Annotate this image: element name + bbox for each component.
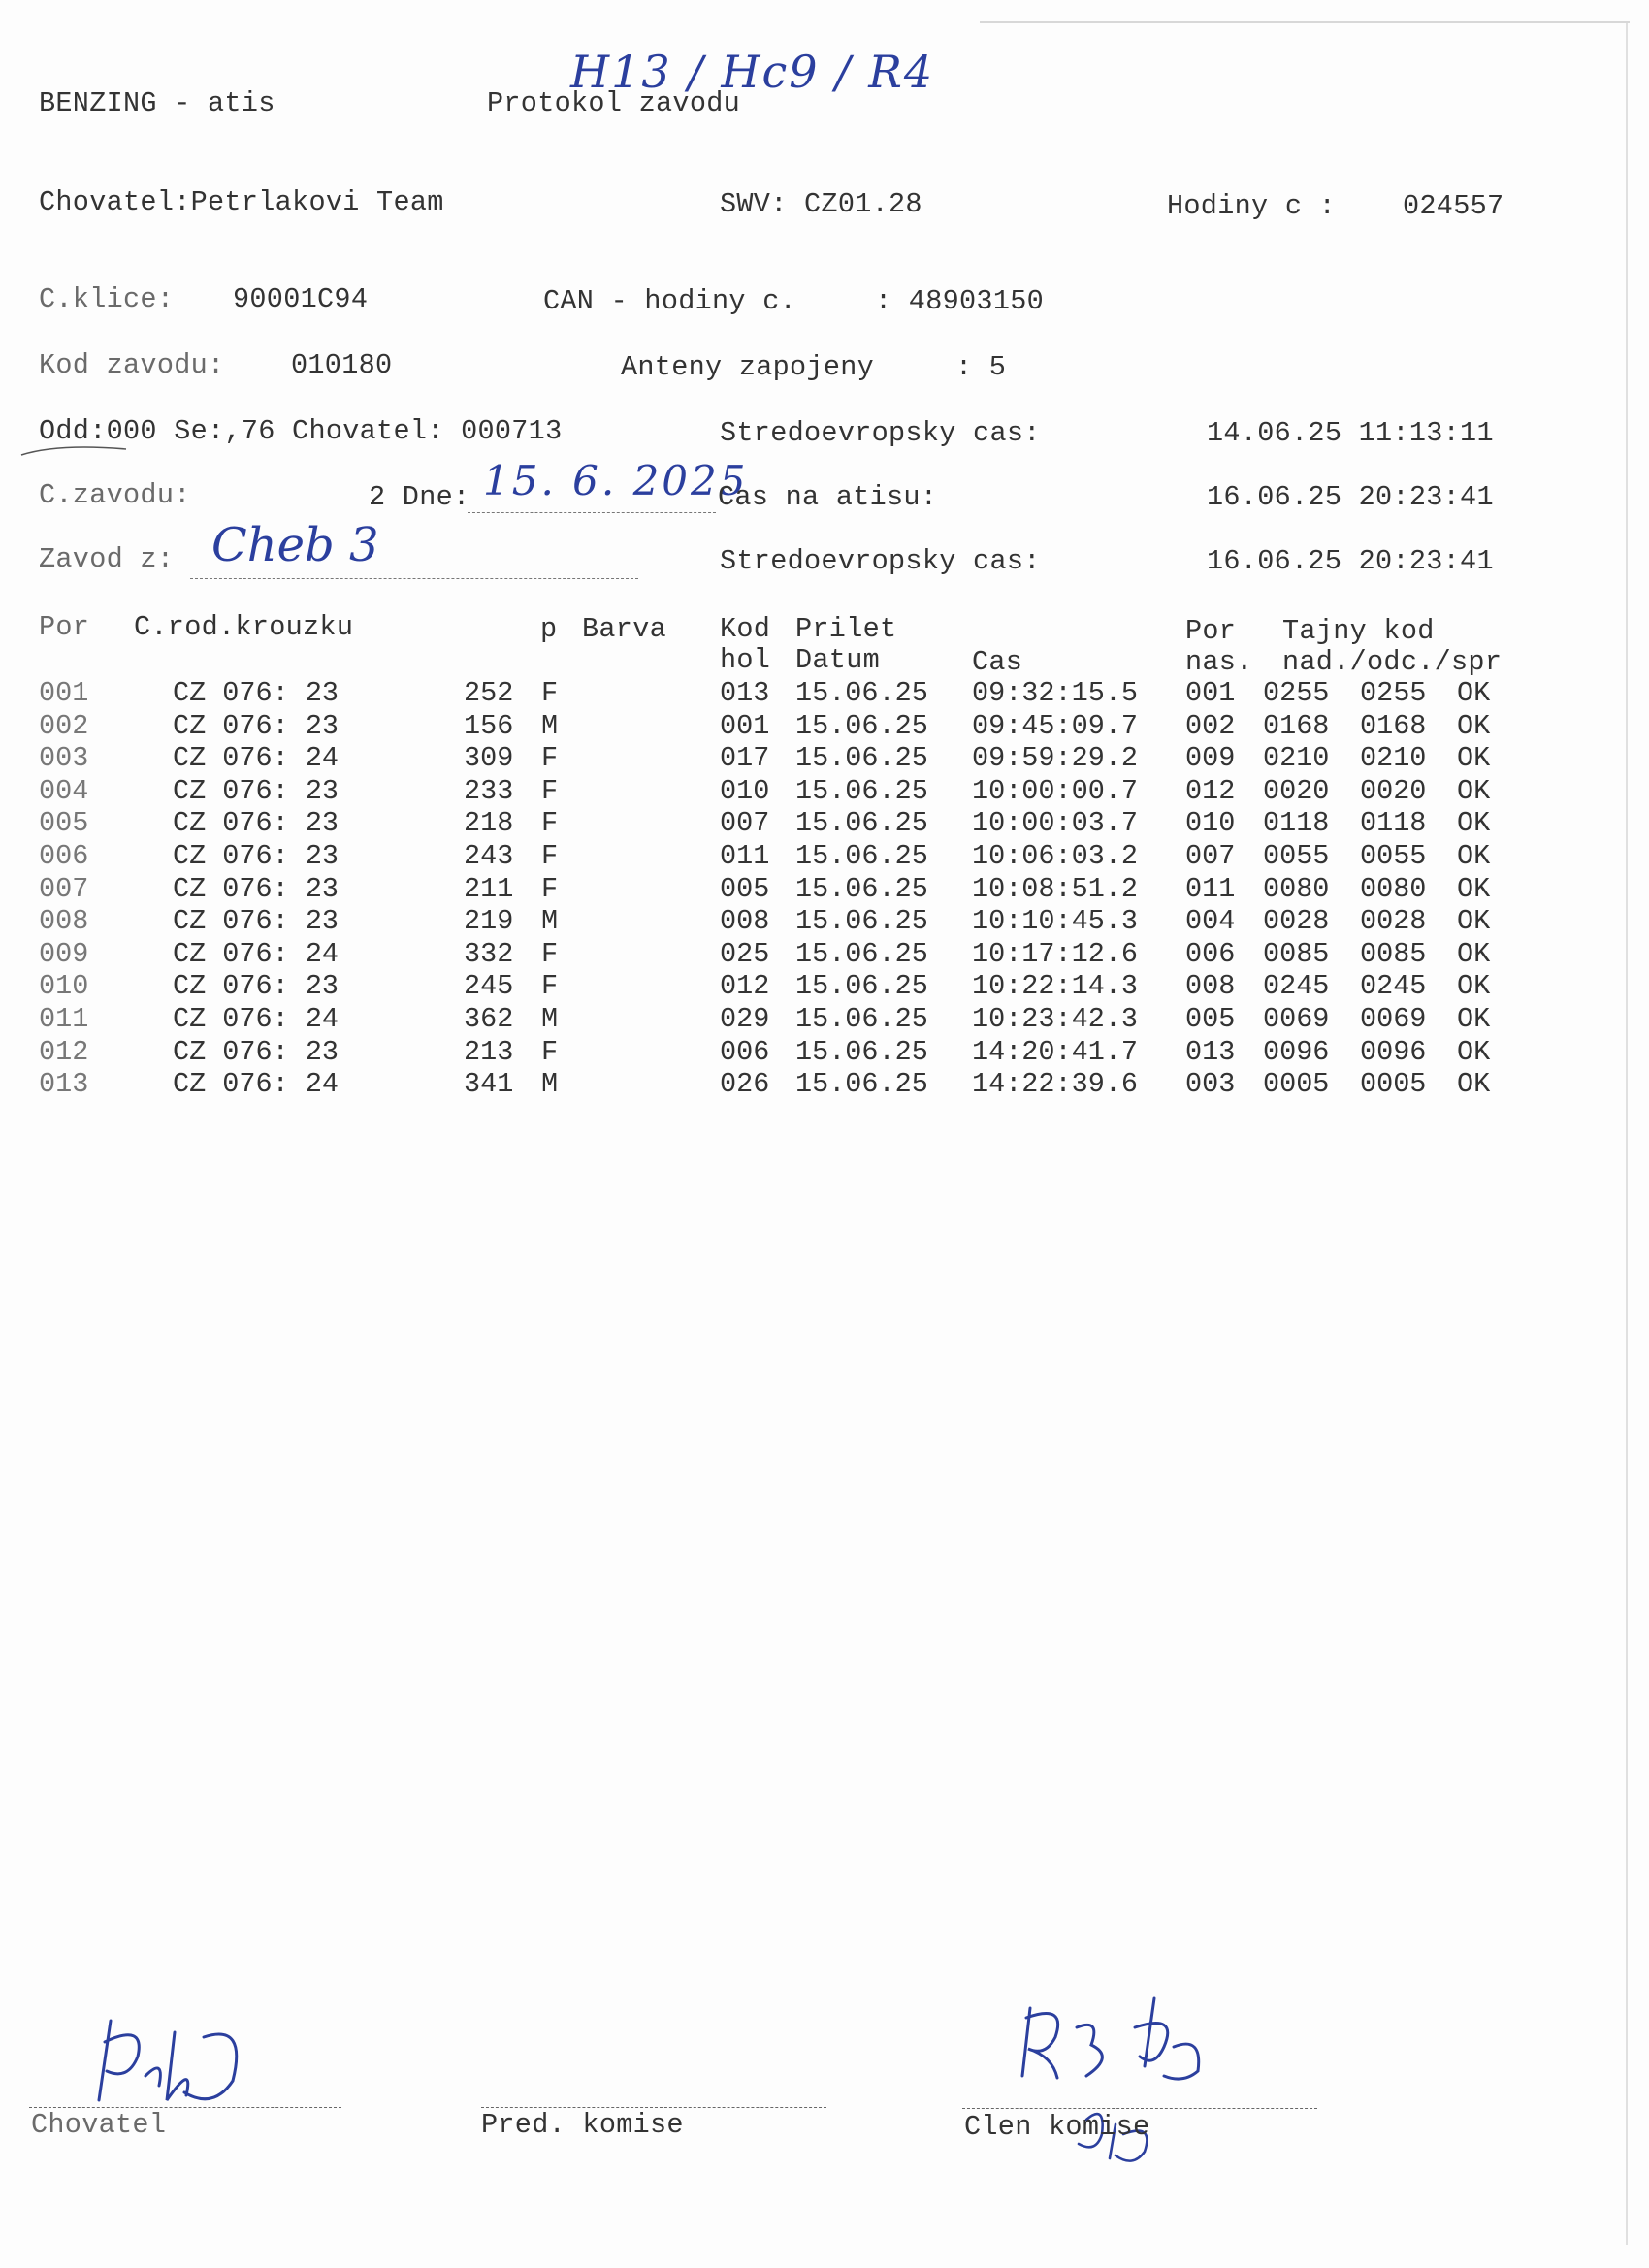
brand-label: BENZING - atis	[39, 87, 275, 119]
cell-sex: F	[541, 970, 559, 1003]
race-date-line	[468, 512, 716, 513]
cell-date: 15.06.25	[795, 677, 928, 709]
cell-time: 09:45:09.7	[972, 709, 1139, 742]
cell-date: 15.06.25	[795, 709, 928, 742]
cell-c2: 0005	[1360, 1068, 1427, 1101]
header-sex: p	[540, 613, 558, 645]
race-code-label: Kod zavodu:	[39, 349, 225, 381]
cell-pos: 004	[1185, 905, 1236, 938]
header-secret2: nad./odc./spr	[1282, 646, 1503, 678]
can-label: CAN - hodiny c.	[543, 285, 797, 317]
cell-ring: CZ 076: 23	[173, 677, 340, 709]
header-ring: C.rod.krouzku	[134, 611, 354, 643]
cell-ring: CZ 076: 23	[173, 774, 340, 807]
cell-kod: 029	[720, 1003, 770, 1035]
cell-ok: OK	[1457, 742, 1491, 775]
cell-pos: 007	[1185, 840, 1236, 872]
cell-num: 332	[464, 937, 514, 970]
cell-num: 156	[464, 709, 514, 742]
cell-c1: 0069	[1263, 1003, 1330, 1035]
cell-ok: OK	[1457, 872, 1491, 905]
cell-por: 002	[39, 709, 89, 742]
cell-por: 003	[39, 742, 89, 775]
cell-time: 10:22:14.3	[972, 970, 1139, 1003]
cell-date: 15.06.25	[795, 1035, 928, 1068]
cell-por: 004	[39, 774, 89, 807]
cell-ok: OK	[1457, 1035, 1491, 1068]
breeder-label: Chovatel:Petrlakovi Team	[39, 186, 444, 218]
race-from-line	[190, 578, 638, 579]
cell-ring: CZ 076: 23	[173, 905, 340, 938]
cell-sex: F	[541, 840, 559, 872]
cell-ring: CZ 076: 23	[173, 807, 340, 840]
cell-ring: CZ 076: 24	[173, 742, 340, 775]
cell-ring: CZ 076: 23	[173, 872, 340, 905]
cell-c1: 0255	[1263, 677, 1330, 709]
cell-c1: 0168	[1263, 709, 1330, 742]
cell-c2: 0020	[1360, 774, 1427, 807]
atis-label: Cas na atisu:	[718, 481, 938, 513]
cell-num: 341	[464, 1068, 514, 1101]
cet-value-2: 16.06.25 20:23:41	[1207, 545, 1494, 577]
breeder-signature	[78, 2003, 272, 2115]
table-row	[0, 1003, 1649, 1036]
header-secret: Tajny kod	[1282, 615, 1435, 647]
cell-date: 15.06.25	[795, 840, 928, 872]
cet-value-1: 14.06.25 11:13:11	[1207, 417, 1494, 449]
cell-num: 211	[464, 872, 514, 905]
cell-kod: 006	[720, 1035, 770, 1068]
header-prilet: Prilet	[795, 613, 897, 645]
page-edge-right	[1626, 23, 1628, 2245]
cell-sex: M	[541, 709, 559, 742]
header-kod: Kod	[720, 613, 771, 645]
cell-time: 10:06:03.2	[972, 840, 1139, 872]
odd-line: Odd:000 Se:,76 Chovatel: 000713	[39, 415, 563, 447]
cell-ok: OK	[1457, 937, 1491, 970]
cell-por: 007	[39, 872, 89, 905]
cell-c1: 0096	[1263, 1035, 1330, 1068]
cell-sex: F	[541, 742, 559, 775]
cell-date: 15.06.25	[795, 742, 928, 775]
cell-c1: 0245	[1263, 970, 1330, 1003]
cell-pos: 003	[1185, 1068, 1236, 1101]
header-por2: Por	[1185, 615, 1237, 647]
cell-por: 011	[39, 1003, 89, 1035]
header-color: Barva	[582, 613, 667, 645]
cell-time: 10:23:42.3	[972, 1003, 1139, 1035]
cell-time: 14:22:39.6	[972, 1068, 1139, 1101]
header-datum: Datum	[795, 644, 881, 676]
cell-ring: CZ 076: 23	[173, 970, 340, 1003]
page-edge-top	[980, 21, 1630, 23]
cell-time: 10:10:45.3	[972, 905, 1139, 938]
cell-por: 010	[39, 970, 89, 1003]
cell-c2: 0055	[1360, 840, 1427, 872]
cell-por: 009	[39, 937, 89, 970]
cell-ring: CZ 076: 23	[173, 840, 340, 872]
cell-ring: CZ 076: 24	[173, 1068, 340, 1101]
cell-time: 09:32:15.5	[972, 677, 1139, 709]
cell-time: 14:20:41.7	[972, 1035, 1139, 1068]
cell-num: 233	[464, 774, 514, 807]
cell-pos: 008	[1185, 970, 1236, 1003]
cell-time: 09:59:29.2	[972, 742, 1139, 775]
cell-sex: F	[541, 677, 559, 709]
pen-stroke	[19, 441, 136, 461]
cell-ok: OK	[1457, 774, 1491, 807]
cell-time: 10:00:00.7	[972, 774, 1139, 807]
race-number-label: C.zavodu:	[39, 479, 191, 511]
cell-date: 15.06.25	[795, 774, 928, 807]
header-hol: hol	[720, 644, 771, 676]
breeder-signature-label: Chovatel	[31, 2109, 167, 2141]
cell-ring: CZ 076: 23	[173, 709, 340, 742]
cell-ok: OK	[1457, 970, 1491, 1003]
cell-c2: 0069	[1360, 1003, 1427, 1035]
cell-pos: 001	[1185, 677, 1236, 709]
atis-value: 16.06.25 20:23:41	[1207, 481, 1494, 513]
header-cas: Cas	[972, 646, 1023, 678]
table-row	[0, 710, 1649, 743]
cell-kod: 026	[720, 1068, 770, 1101]
cell-sex: F	[541, 807, 559, 840]
member-signature-label: Clen komise	[964, 2111, 1150, 2143]
cell-num: 218	[464, 807, 514, 840]
cell-ok: OK	[1457, 840, 1491, 872]
cell-c2: 0085	[1360, 937, 1427, 970]
table-row	[0, 1068, 1649, 1101]
cell-c1: 0020	[1263, 774, 1330, 807]
cell-time: 10:17:12.6	[972, 937, 1139, 970]
cell-c1: 0210	[1263, 742, 1330, 775]
cell-pos: 006	[1185, 937, 1236, 970]
table-row	[0, 742, 1649, 775]
cell-num: 309	[464, 742, 514, 775]
cet-label-2: Stredoevropsky cas:	[720, 545, 1041, 577]
race-number-value: 2 Dne:	[369, 481, 470, 513]
cell-pos: 009	[1185, 742, 1236, 775]
cell-date: 15.06.25	[795, 807, 928, 840]
cell-kod: 017	[720, 742, 770, 775]
cell-c2: 0096	[1360, 1035, 1427, 1068]
handwritten-race-date: 15. 6. 2025	[483, 457, 749, 504]
document-title: Protokol zavodu	[487, 87, 741, 119]
key-value: 90001C94	[233, 283, 369, 315]
cell-time: 10:00:03.7	[972, 807, 1139, 840]
cell-ring: CZ 076: 24	[173, 937, 340, 970]
cell-c2: 0168	[1360, 709, 1427, 742]
cell-num: 213	[464, 1035, 514, 1068]
race-from-label: Zavod z:	[39, 543, 175, 575]
cell-num: 219	[464, 905, 514, 938]
cell-por: 001	[39, 677, 89, 709]
cell-num: 243	[464, 840, 514, 872]
cell-ok: OK	[1457, 1003, 1491, 1035]
chair-signature-label: Pred. komise	[481, 2109, 684, 2141]
cell-c1: 0055	[1263, 840, 1330, 872]
swv-version: SWV: CZ01.28	[720, 188, 922, 220]
cell-pos: 013	[1185, 1035, 1236, 1068]
cell-c2: 0245	[1360, 970, 1427, 1003]
cell-sex: F	[541, 872, 559, 905]
cell-kod: 025	[720, 937, 770, 970]
cell-ok: OK	[1457, 709, 1491, 742]
cet-label-1: Stredoevropsky cas:	[720, 417, 1041, 449]
cell-c1: 0118	[1263, 807, 1330, 840]
key-label: C.klice:	[39, 283, 175, 315]
breeder-signature-line	[29, 2107, 341, 2108]
cell-c2: 0028	[1360, 905, 1427, 938]
member-signature-line	[962, 2108, 1317, 2109]
handwritten-code: H13 / Hc9 / R4	[570, 46, 935, 98]
cell-kod: 007	[720, 807, 770, 840]
cell-pos: 005	[1185, 1003, 1236, 1035]
cell-num: 252	[464, 677, 514, 709]
cell-c2: 0210	[1360, 742, 1427, 775]
cell-c1: 0080	[1263, 872, 1330, 905]
clock-label: Hodiny c :	[1167, 190, 1337, 222]
cell-kod: 008	[720, 905, 770, 938]
table-row	[0, 677, 1649, 710]
header-por: Por	[39, 611, 90, 643]
cell-num: 245	[464, 970, 514, 1003]
header-nas: nas.	[1185, 646, 1253, 678]
cell-c2: 0255	[1360, 677, 1427, 709]
cell-pos: 002	[1185, 709, 1236, 742]
cell-c1: 0028	[1263, 905, 1330, 938]
cell-kod: 001	[720, 709, 770, 742]
cell-sex: F	[541, 774, 559, 807]
cell-ring: CZ 076: 23	[173, 1035, 340, 1068]
table-row	[0, 938, 1649, 971]
cell-date: 15.06.25	[795, 872, 928, 905]
cell-kod: 010	[720, 774, 770, 807]
cell-c2: 0118	[1360, 807, 1427, 840]
cell-date: 15.06.25	[795, 937, 928, 970]
table-row	[0, 970, 1649, 1003]
cell-ok: OK	[1457, 677, 1491, 709]
cell-pos: 010	[1185, 807, 1236, 840]
cell-kod: 011	[720, 840, 770, 872]
cell-kod: 012	[720, 970, 770, 1003]
member-signature	[1009, 1989, 1242, 2173]
antennas-label: Anteny zapojeny	[621, 351, 875, 383]
cell-date: 15.06.25	[795, 1003, 928, 1035]
cell-date: 15.06.25	[795, 905, 928, 938]
cell-sex: M	[541, 1068, 559, 1101]
cell-por: 005	[39, 807, 89, 840]
race-code-value: 010180	[291, 349, 393, 381]
cell-por: 012	[39, 1035, 89, 1068]
cell-pos: 012	[1185, 774, 1236, 807]
can-value: : 48903150	[875, 285, 1045, 317]
cell-ring: CZ 076: 24	[173, 1003, 340, 1035]
cell-sex: M	[541, 905, 559, 938]
handwritten-race-from: Cheb 3	[211, 518, 379, 572]
table-row	[0, 775, 1649, 808]
table-row	[0, 905, 1649, 938]
cell-kod: 005	[720, 872, 770, 905]
cell-sex: F	[541, 1035, 559, 1068]
table-row	[0, 1036, 1649, 1069]
cell-sex: M	[541, 1003, 559, 1035]
cell-ok: OK	[1457, 905, 1491, 938]
cell-time: 10:08:51.2	[972, 872, 1139, 905]
table-row	[0, 840, 1649, 873]
cell-por: 008	[39, 905, 89, 938]
chair-signature-line	[481, 2107, 826, 2108]
cell-kod: 013	[720, 677, 770, 709]
cell-ok: OK	[1457, 1068, 1491, 1101]
cell-num: 362	[464, 1003, 514, 1035]
cell-ok: OK	[1457, 807, 1491, 840]
cell-por: 013	[39, 1068, 89, 1101]
table-row	[0, 873, 1649, 906]
cell-date: 15.06.25	[795, 970, 928, 1003]
cell-date: 15.06.25	[795, 1068, 928, 1101]
clock-value: 024557	[1403, 190, 1504, 222]
cell-por: 006	[39, 840, 89, 872]
cell-sex: F	[541, 937, 559, 970]
cell-c1: 0005	[1263, 1068, 1330, 1101]
cell-c1: 0085	[1263, 937, 1330, 970]
cell-pos: 011	[1185, 872, 1236, 905]
antennas-value: : 5	[955, 351, 1007, 383]
table-row	[0, 807, 1649, 840]
cell-c2: 0080	[1360, 872, 1427, 905]
